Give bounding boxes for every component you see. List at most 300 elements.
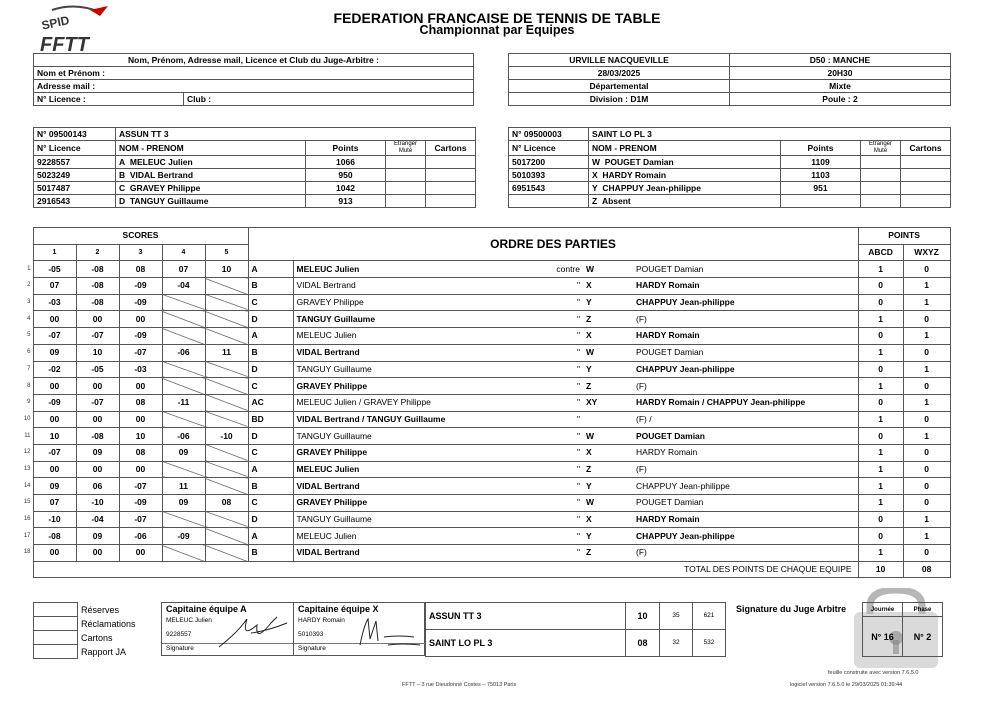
checklist-box[interactable] [34, 645, 78, 659]
captain-x-signature-label: Signature [298, 645, 326, 652]
set-score: -10 [76, 495, 119, 512]
player-name: VIDAL Bertrand [129, 170, 194, 180]
captain-x-name: HARDY Romain [298, 617, 345, 624]
captain-a-heading: Capitaine équipe A [166, 604, 247, 614]
team-x-player-row [509, 156, 951, 169]
result-team: SAINT LO PL 3 [426, 630, 626, 657]
captain-a-signature-label: Signature [166, 645, 194, 652]
referee-email-label: Adresse mail : [34, 80, 474, 93]
checklist-label: Rapport JA [81, 646, 127, 657]
set-score [162, 361, 205, 378]
set-score: 08 [119, 444, 162, 461]
player-x-code: W [583, 344, 633, 361]
team-x-col-cards: Cartons [901, 141, 951, 156]
points-team-a: 1 [858, 461, 903, 478]
set-score: 07 [33, 278, 76, 295]
player-x-name: CHAPPUY Jean-philippe [633, 528, 858, 545]
player-x-name: HARDY Romain / CHAPPUY Jean-philippe [633, 394, 858, 411]
player-a-name: GRAVEY Philippe [293, 495, 493, 512]
player-name: Absent [601, 196, 631, 206]
player-x-code: X [583, 278, 633, 295]
set-score: -10 [205, 428, 248, 445]
player-a-code: A [248, 328, 293, 345]
col-abcd: ABCD [858, 244, 903, 261]
points-team-x: 0 [903, 378, 950, 395]
set-score [205, 294, 248, 311]
player-licence: 6951543 [509, 182, 589, 195]
set-score: 00 [33, 545, 76, 562]
versus-label: " [493, 394, 583, 411]
total-team-x: 08 [903, 561, 950, 578]
player-x-code: X [583, 328, 633, 345]
checklist-row [34, 603, 157, 617]
set-score: 00 [33, 461, 76, 478]
checklist-box[interactable] [34, 631, 78, 645]
player-licence: 2916543 [34, 195, 116, 208]
game-number: 11 [24, 432, 31, 439]
player-a-name: TANGUY Guillaume [293, 311, 493, 328]
set-score: -07 [119, 511, 162, 528]
checklist-row [34, 617, 157, 631]
game-row [20, 428, 950, 445]
set-score: 09 [76, 528, 119, 545]
game-row [20, 528, 950, 545]
set-score: -10 [33, 511, 76, 528]
points-team-x: 1 [903, 294, 950, 311]
result-row [426, 630, 726, 657]
set-score [162, 378, 205, 395]
captain-a-licence: 9228557 [166, 631, 192, 638]
points-team-a: 1 [858, 444, 903, 461]
points-team-x: 1 [903, 394, 950, 411]
player-points: 1042 [306, 182, 386, 195]
games-table [20, 227, 951, 578]
versus-label: " [493, 545, 583, 562]
player-licence: 9228557 [34, 156, 116, 169]
player-letter: C [119, 183, 126, 193]
player-x-code: Z [583, 461, 633, 478]
team-a-player-row [34, 156, 476, 169]
points-team-x: 0 [903, 411, 950, 428]
versus-label: contre [493, 261, 583, 278]
player-a-name: VIDAL Bertrand [293, 278, 493, 295]
points-team-a: 1 [858, 344, 903, 361]
set-score: -08 [76, 261, 119, 278]
team-x-col-points: Points [781, 141, 861, 156]
set-score [205, 444, 248, 461]
team-x-number: N° 09500003 [509, 128, 589, 141]
player-x-name: CHAPPUY Jean-philippe [633, 294, 858, 311]
set-score: -07 [33, 444, 76, 461]
game-number: 14 [23, 482, 31, 489]
versus-label: " [493, 344, 583, 361]
versus-label: " [493, 378, 583, 395]
team-x-player-row [509, 182, 951, 195]
player-a-name: VIDAL Bertrand [293, 545, 493, 562]
scores-heading: SCORES [33, 228, 248, 245]
checklist-box[interactable] [34, 617, 78, 631]
player-licence: 5010393 [509, 169, 589, 182]
set-score: 10 [76, 344, 119, 361]
game-number: 17 [23, 532, 31, 539]
set-score: -04 [76, 511, 119, 528]
set-score: 00 [119, 311, 162, 328]
phase-value: N° 2 [903, 617, 943, 657]
result-a: 32 [660, 630, 693, 657]
game-number: 15 [23, 499, 31, 506]
game-number: 3 [27, 299, 31, 306]
set-score: 00 [76, 378, 119, 395]
player-x-name: (F) [633, 311, 858, 328]
team-a-col-licence: N° Licence [34, 141, 116, 156]
team-a-name: ASSUN TT 3 [116, 128, 476, 141]
player-name: HARDY Romain [602, 170, 667, 180]
set-score [162, 294, 205, 311]
player-points: 1109 [781, 156, 861, 169]
player-x-code: W [583, 261, 633, 278]
set-score [205, 478, 248, 495]
match-category: Mixte [730, 80, 951, 93]
game-row [20, 461, 950, 478]
player-a-code: AC [248, 394, 293, 411]
set-score: -09 [119, 328, 162, 345]
versus-label: " [493, 478, 583, 495]
phase-label: Phase [903, 603, 943, 617]
game-number: 10 [23, 415, 31, 422]
set-score: -07 [76, 328, 119, 345]
set-score [162, 328, 205, 345]
game-row [20, 545, 950, 562]
points-team-x: 1 [903, 278, 950, 295]
player-points: 1103 [781, 169, 861, 182]
set-score: 07 [162, 261, 205, 278]
player-x-code: X [583, 444, 633, 461]
versus-label: " [493, 411, 583, 428]
set-score [162, 461, 205, 478]
journee-phase-table [862, 602, 943, 657]
set-score [205, 511, 248, 528]
player-a-name: TANGUY Guillaume [293, 511, 493, 528]
set-score: 10 [205, 261, 248, 278]
team-x-table [508, 127, 951, 208]
total-team-a: 10 [858, 561, 903, 578]
player-x-code: X [583, 511, 633, 528]
player-a-name: MELEUC Julien [293, 261, 493, 278]
set-score: 00 [76, 311, 119, 328]
player-x-name: (F) [633, 378, 858, 395]
team-x-col-foreign: Etranger Muté [861, 141, 901, 156]
player-x-code [583, 411, 633, 428]
player-a-name: MELEUC Julien [293, 528, 493, 545]
set-score: -03 [119, 361, 162, 378]
player-x-name: POUGET Damian [633, 495, 858, 512]
player-a-code: C [248, 444, 293, 461]
set-score: -06 [119, 528, 162, 545]
points-team-a: 1 [858, 378, 903, 395]
referee-name-label: Nom et Prénom : [34, 67, 474, 80]
set-score [205, 311, 248, 328]
team-a-col-name: NOM - PRENOM [116, 141, 306, 156]
points-team-x: 0 [903, 261, 950, 278]
match-level: Départemental [509, 80, 730, 93]
points-team-x: 0 [903, 461, 950, 478]
captains-box [161, 602, 425, 656]
player-licence: 5017200 [509, 156, 589, 169]
player-a-code: C [248, 378, 293, 395]
game-number: 2 [27, 282, 31, 289]
player-letter: A [119, 157, 126, 167]
player-x-name: POUGET Damian [633, 344, 858, 361]
player-letter: W [592, 157, 601, 167]
player-a-name: MELEUC Julien [293, 328, 493, 345]
player-name: TANGUY Guillaume [129, 196, 209, 206]
player-x-name: HARDY Romain [633, 328, 858, 345]
set-score: 00 [119, 378, 162, 395]
points-team-a: 0 [858, 528, 903, 545]
referee-table [33, 53, 474, 106]
player-a-code: C [248, 294, 293, 311]
game-row [20, 278, 950, 295]
referee-club-label: Club : [184, 93, 474, 106]
game-row [20, 511, 950, 528]
set-score: 09 [33, 344, 76, 361]
set-score: 00 [33, 378, 76, 395]
player-name: MELEUC Julien [129, 157, 193, 167]
points-team-a: 0 [858, 511, 903, 528]
player-x-name: (F) [633, 461, 858, 478]
set-score [205, 361, 248, 378]
set-score: -08 [76, 294, 119, 311]
game-number: 18 [23, 549, 31, 556]
page-subtitle: Championnat par Equipes [419, 23, 575, 37]
player-x-code: Y [583, 361, 633, 378]
player-letter: X [592, 170, 598, 180]
set-number: 5 [205, 244, 248, 261]
journee-value: N° 16 [863, 617, 903, 657]
player-a-code: BD [248, 411, 293, 428]
set-score: 00 [33, 311, 76, 328]
player-points: 951 [781, 182, 861, 195]
points-heading: POINTS [858, 228, 950, 245]
player-x-code: Y [583, 478, 633, 495]
player-x-name: POUGET Damian [633, 261, 858, 278]
versus-label: " [493, 294, 583, 311]
points-team-a: 1 [858, 261, 903, 278]
points-team-x: 0 [903, 344, 950, 361]
footer-address: FFTT – 3 rue Dieudonné Costes – 75013 Paris [402, 682, 517, 688]
set-score: -07 [119, 478, 162, 495]
game-number: 9 [27, 399, 31, 406]
team-a-table [33, 127, 476, 208]
set-score: -02 [33, 361, 76, 378]
game-row [20, 378, 950, 395]
set-score: -07 [119, 344, 162, 361]
set-score: 09 [162, 444, 205, 461]
player-a-name: VIDAL Bertrand [293, 478, 493, 495]
checklist-table [33, 602, 157, 659]
player-a-name: GRAVEY Philippe [293, 444, 493, 461]
set-score: 00 [76, 545, 119, 562]
points-team-a: 1 [858, 411, 903, 428]
set-score: 09 [162, 495, 205, 512]
set-score: -09 [119, 294, 162, 311]
player-points: 913 [306, 195, 386, 208]
points-team-x: 0 [903, 478, 950, 495]
referee-licence-label: N° Licence : [34, 93, 184, 106]
player-a-name: MELEUC Julien [293, 461, 493, 478]
set-score [205, 394, 248, 411]
game-row [20, 361, 950, 378]
points-team-x: 0 [903, 495, 950, 512]
game-number: 16 [23, 516, 31, 523]
set-score: -05 [33, 261, 76, 278]
set-score: 07 [33, 495, 76, 512]
player-a-code: B [248, 545, 293, 562]
footer-version-1: feuille construite avec version 7.6.5.0 [828, 670, 919, 676]
set-score [205, 545, 248, 562]
points-team-x: 1 [903, 511, 950, 528]
captain-x-block [294, 603, 425, 655]
match-time: 20H30 [730, 67, 951, 80]
points-team-x: 1 [903, 328, 950, 345]
team-x-col-name: NOM - PRENOM [589, 141, 781, 156]
game-row [20, 444, 950, 461]
player-a-code: D [248, 361, 293, 378]
captain-x-heading: Capitaine équipe X [298, 604, 379, 614]
set-score: -08 [33, 528, 76, 545]
player-x-name: CHAPPUY Jean-philippe [633, 361, 858, 378]
versus-label: " [493, 278, 583, 295]
division-code: D50 : MANCHE [730, 54, 951, 67]
player-a-code: B [248, 478, 293, 495]
set-score: -06 [162, 344, 205, 361]
points-team-x: 0 [903, 444, 950, 461]
player-a-code: D [248, 511, 293, 528]
player-a-name: VIDAL Bertrand / TANGUY Guillaume [293, 411, 493, 428]
set-score: -09 [119, 495, 162, 512]
set-score: 00 [119, 545, 162, 562]
points-team-x: 0 [903, 545, 950, 562]
referee-heading: Nom, Prénom, Adresse mail, Licence et Club du Juge-Arbitre : [34, 54, 474, 67]
player-x-name: CHAPPUY Jean-philippe [633, 478, 858, 495]
player-a-code: A [248, 461, 293, 478]
team-x-player-row [509, 195, 951, 208]
team-a-player-row [34, 182, 476, 195]
player-a-name: MELEUC Julien / GRAVEY Philippe [293, 394, 493, 411]
set-score: 08 [119, 261, 162, 278]
game-row [20, 311, 950, 328]
points-team-a: 1 [858, 311, 903, 328]
set-score: 00 [33, 411, 76, 428]
game-number: 5 [27, 332, 31, 339]
versus-label: " [493, 361, 583, 378]
player-a-name: GRAVEY Philippe [293, 294, 493, 311]
game-row [20, 495, 950, 512]
points-team-x: 0 [903, 311, 950, 328]
match-info-table [508, 53, 951, 106]
total-label: TOTAL DES POINTS DE CHAQUE EQUIPE [33, 561, 858, 578]
team-a-col-points: Points [306, 141, 386, 156]
versus-label: " [493, 311, 583, 328]
versus-label: " [493, 428, 583, 445]
order-heading: ORDRE DES PARTIES [248, 228, 858, 261]
player-a-name: GRAVEY Philippe [293, 378, 493, 395]
set-score: 09 [76, 444, 119, 461]
set-score [205, 278, 248, 295]
results-table [425, 602, 726, 657]
logo-fftt-text: FFTT [40, 34, 89, 56]
game-number: 4 [27, 315, 31, 322]
set-score: 08 [205, 495, 248, 512]
player-x-name: HARDY Romain [633, 511, 858, 528]
team-a-col-foreign: Etranger Muté [386, 141, 426, 156]
set-score: 11 [205, 344, 248, 361]
set-score: 00 [119, 461, 162, 478]
points-team-a: 1 [858, 545, 903, 562]
checklist-row [34, 645, 157, 659]
versus-label: " [493, 528, 583, 545]
set-score: -08 [76, 278, 119, 295]
logo-spid-text: SPID [40, 13, 71, 33]
player-a-name: VIDAL Bertrand [293, 344, 493, 361]
player-points: 1066 [306, 156, 386, 169]
player-x-name: (F) / [633, 411, 858, 428]
points-team-a: 0 [858, 278, 903, 295]
set-score: -09 [119, 278, 162, 295]
player-a-code: A [248, 261, 293, 278]
col-wxyz: WXYZ [903, 244, 950, 261]
checklist-label: Cartons [81, 632, 113, 643]
set-score: -09 [162, 528, 205, 545]
set-score: 10 [33, 428, 76, 445]
player-x-name: POUGET Damian [633, 428, 858, 445]
set-score: -06 [162, 428, 205, 445]
player-x-name: HARDY Romain [633, 278, 858, 295]
player-name: CHAPPUY Jean-philippe [602, 183, 701, 193]
match-poule: Poule : 2 [730, 93, 951, 106]
game-row [20, 394, 950, 411]
player-licence [509, 195, 589, 208]
set-number: 4 [162, 244, 205, 261]
captain-a-name: MELEUC Julien [166, 617, 212, 624]
set-score: -08 [76, 428, 119, 445]
player-x-name: (F) [633, 545, 858, 562]
points-team-x: 1 [903, 428, 950, 445]
result-a: 35 [660, 603, 693, 630]
player-a-name: TANGUY Guillaume [293, 428, 493, 445]
game-number: 8 [27, 382, 31, 389]
player-letter: B [119, 170, 126, 180]
set-score: -05 [76, 361, 119, 378]
captain-x-licence: 5010393 [298, 631, 324, 638]
checklist-box[interactable] [34, 603, 78, 617]
game-row [20, 478, 950, 495]
player-name: GRAVEY Philippe [129, 183, 201, 193]
set-score: 11 [162, 478, 205, 495]
player-a-code: C [248, 495, 293, 512]
team-a-player-row [34, 169, 476, 182]
points-team-a: 0 [858, 394, 903, 411]
set-score [162, 411, 205, 428]
player-a-code: A [248, 528, 293, 545]
match-division: Division : D1M [509, 93, 730, 106]
game-row [20, 261, 950, 278]
set-score: 10 [119, 428, 162, 445]
set-score [205, 411, 248, 428]
player-points: 950 [306, 169, 386, 182]
set-score [162, 545, 205, 562]
player-letter: Z [592, 196, 598, 206]
